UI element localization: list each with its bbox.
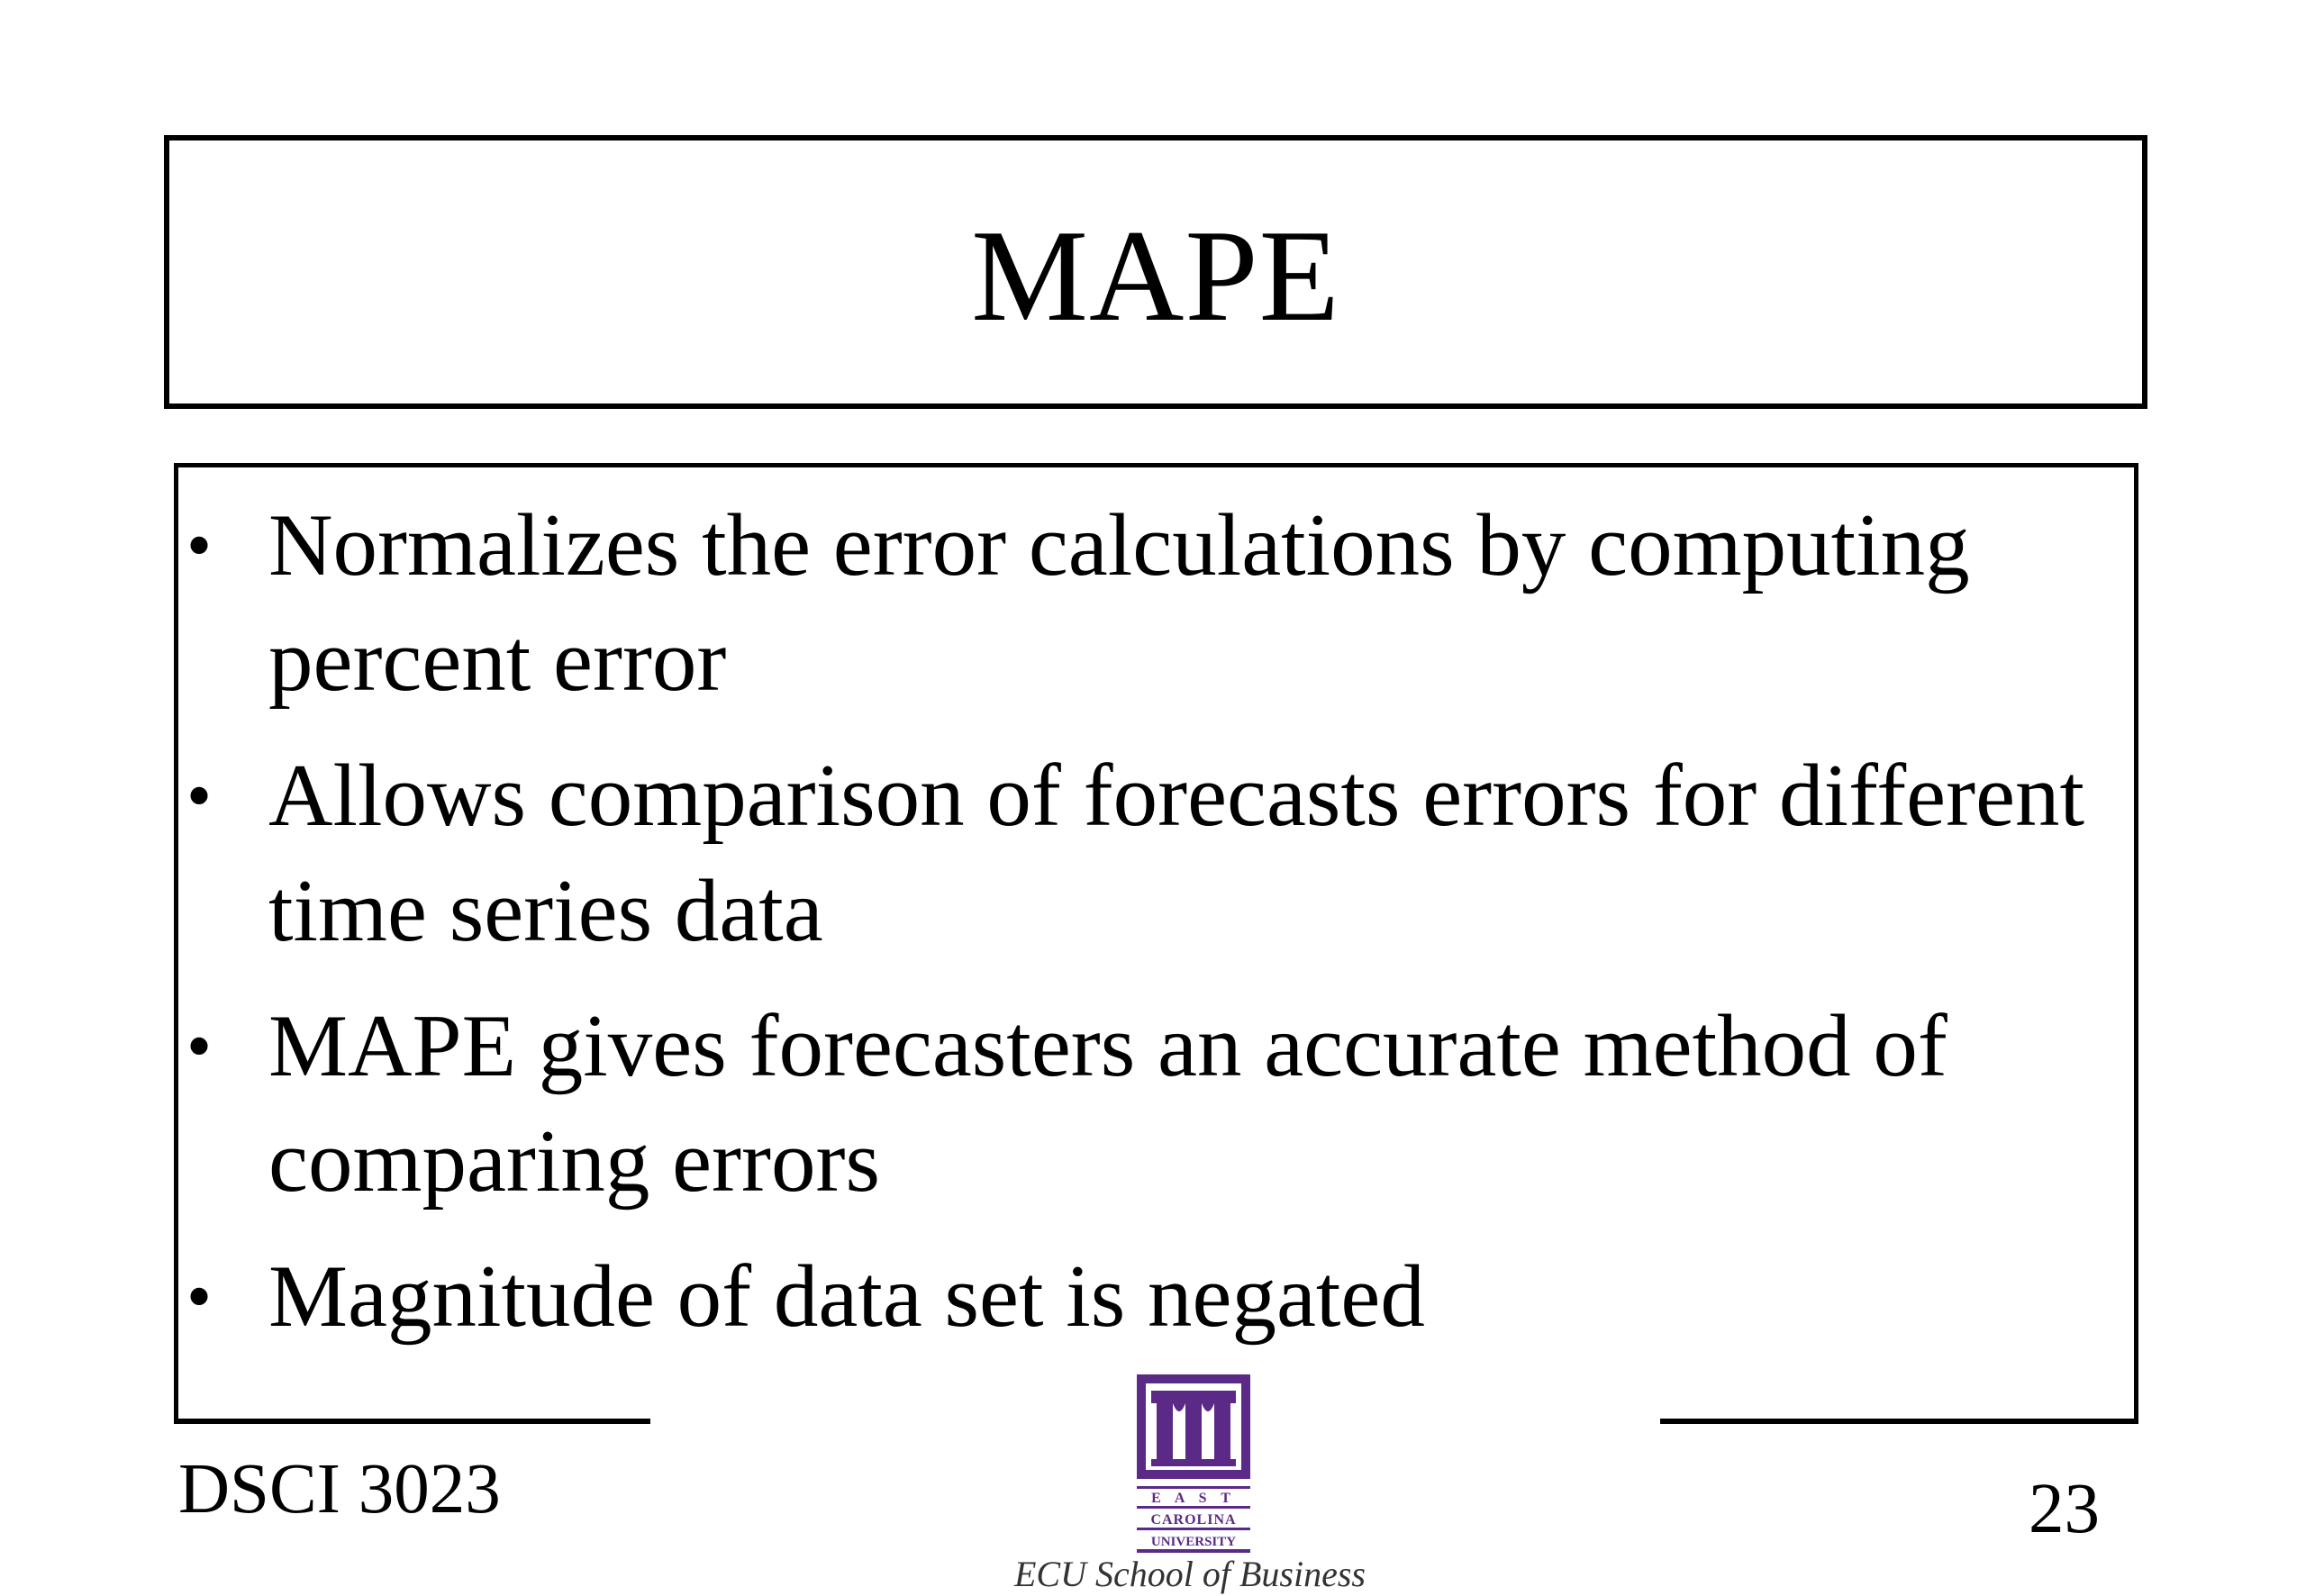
bullet-list [180,488,2126,1374]
ecu-logo-icon [1133,1373,1254,1558]
body-border-right [2134,463,2138,1423]
bullet-icon: • [186,506,213,585]
bullet-icon: • [186,757,213,836]
bullet-icon: • [186,1007,213,1086]
bullet-item [180,989,2126,1220]
bullet-text: Allows comparison of forecasts errors for different time series data [268,747,2085,960]
body-border-left [174,463,178,1423]
slide-title: MAPE [971,203,1340,349]
page-number: 23 [2029,1470,2100,1548]
bullet-text: MAPE gives forecasters an accurate method of comparing errors [268,997,1947,1211]
bullet-text: Normalizes the error calculations by computing percent error [268,496,1970,710]
body-border-bottom-left [174,1419,650,1424]
bullet-item [180,1239,2126,1355]
bullet-text: Magnitude of data set is negated [268,1247,1425,1346]
bullet-item [180,739,2126,969]
logo-line-east: E A S T [1151,1491,1236,1506]
course-label: DSCI 3023 [178,1450,501,1528]
bullet-item [180,488,2126,719]
bullet-icon: • [186,1257,213,1337]
school-name: ECU School of Business [1014,1554,1366,1594]
body-border-bottom-right [1660,1419,2138,1424]
body-border-top [174,463,2138,467]
logo-line-carolina: CAROLINA [1150,1512,1237,1528]
logo-line-university: UNIVERSITY [1150,1535,1237,1549]
title-box [164,135,2147,409]
